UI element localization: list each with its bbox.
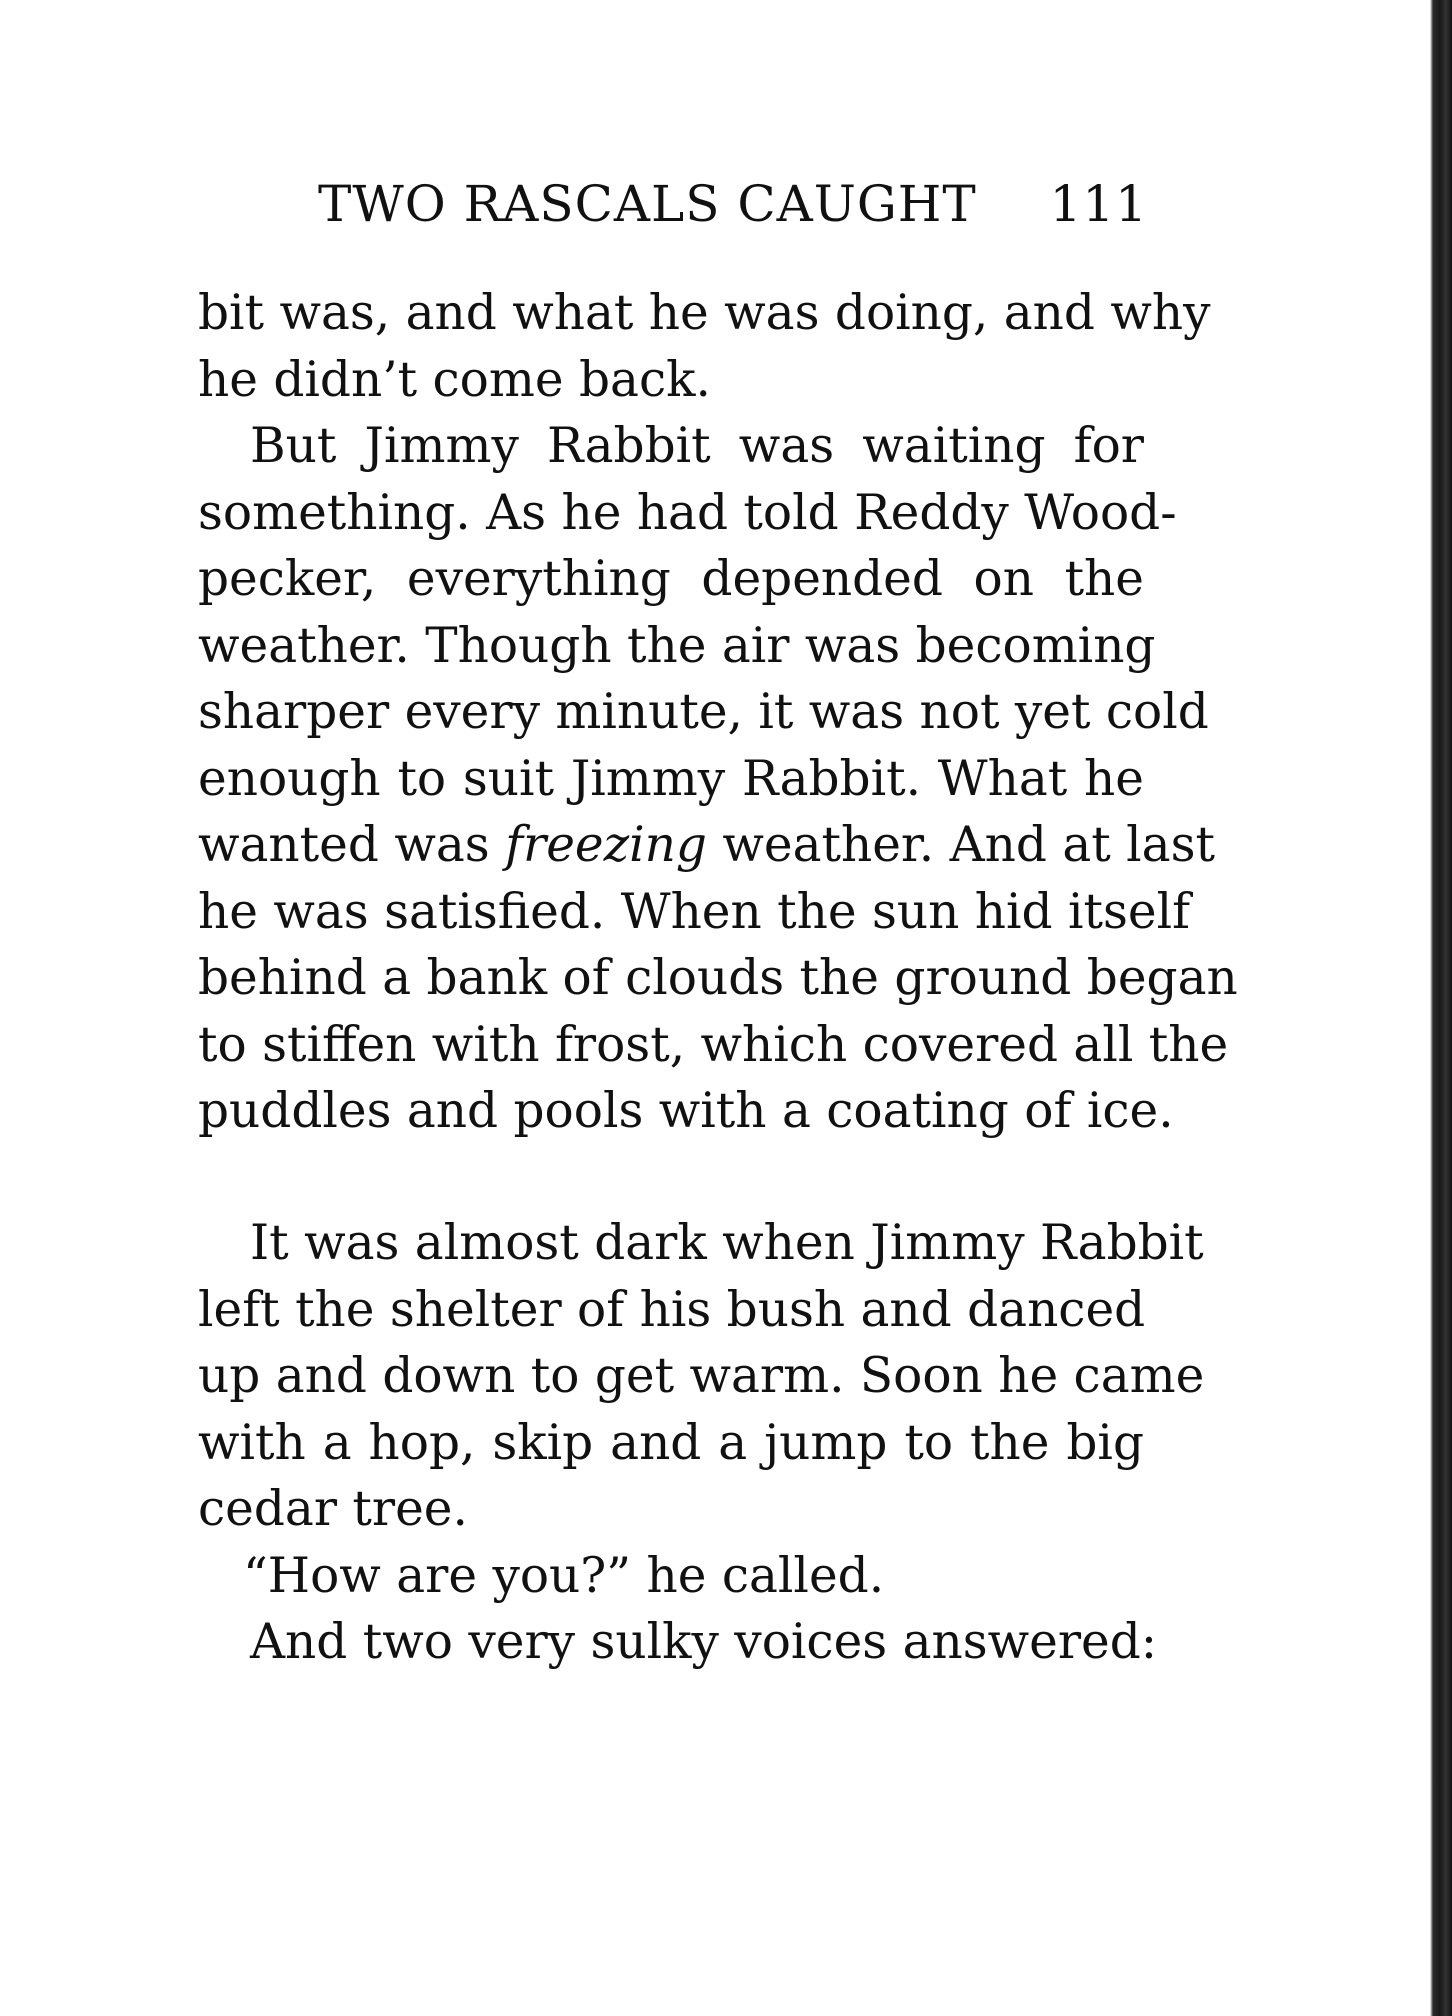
text-line: something. As he had told Reddy Wood-: [198, 484, 1177, 541]
text-line: It was almost dark when Jimmy Rabbit: [250, 1215, 1204, 1271]
body-text-upper: [198, 280, 1238, 1145]
text-line: behind a bank of clouds the ground began: [198, 950, 1238, 1006]
text-line: And two very sulky voices answered:: [250, 1614, 1158, 1670]
text-line: pecker, everything depended on the: [198, 551, 1144, 607]
text-line: sharper every minute, it was not yet cold: [198, 684, 1209, 740]
text-line: puddles and pools with a coating of ice.: [198, 1083, 1174, 1139]
text-line-with-emphasis: [198, 812, 1215, 879]
text-fragment: wanted was: [198, 817, 506, 873]
text-line: he was satisfied. When the sun hid itself: [198, 883, 1191, 940]
running-header: [318, 175, 1148, 235]
text-line: up and down to get warm. Soon he came: [198, 1348, 1205, 1404]
text-line: bit was, and what he was doing, and why: [198, 285, 1211, 341]
emphasized-word: freezing: [505, 817, 707, 873]
text-line: with a hop, skip and a jump to the big: [198, 1414, 1144, 1471]
text-line: to stiffen with frost, which covered all the: [198, 1016, 1229, 1073]
text-line: “How are you?” he called.: [243, 1547, 885, 1604]
text-line: enough to suit Jimmy Rabbit. What he: [198, 750, 1144, 807]
chapter-title: TWO RASCALS CAUGHT: [318, 175, 977, 233]
text-line: weather. Though the air was becoming: [198, 617, 1156, 674]
text-line: left the shelter of his bush and danced: [198, 1281, 1146, 1338]
body-text-lower: [198, 1210, 1205, 1676]
text-line: But Jimmy Rabbit was waiting for: [250, 418, 1144, 474]
text-fragment: weather. And at last: [706, 817, 1215, 873]
binding-edge: [1430, 0, 1452, 2016]
text-line: he didn’t come back.: [198, 351, 711, 408]
text-line: cedar tree.: [198, 1481, 468, 1537]
page-number: 111: [1049, 175, 1148, 233]
